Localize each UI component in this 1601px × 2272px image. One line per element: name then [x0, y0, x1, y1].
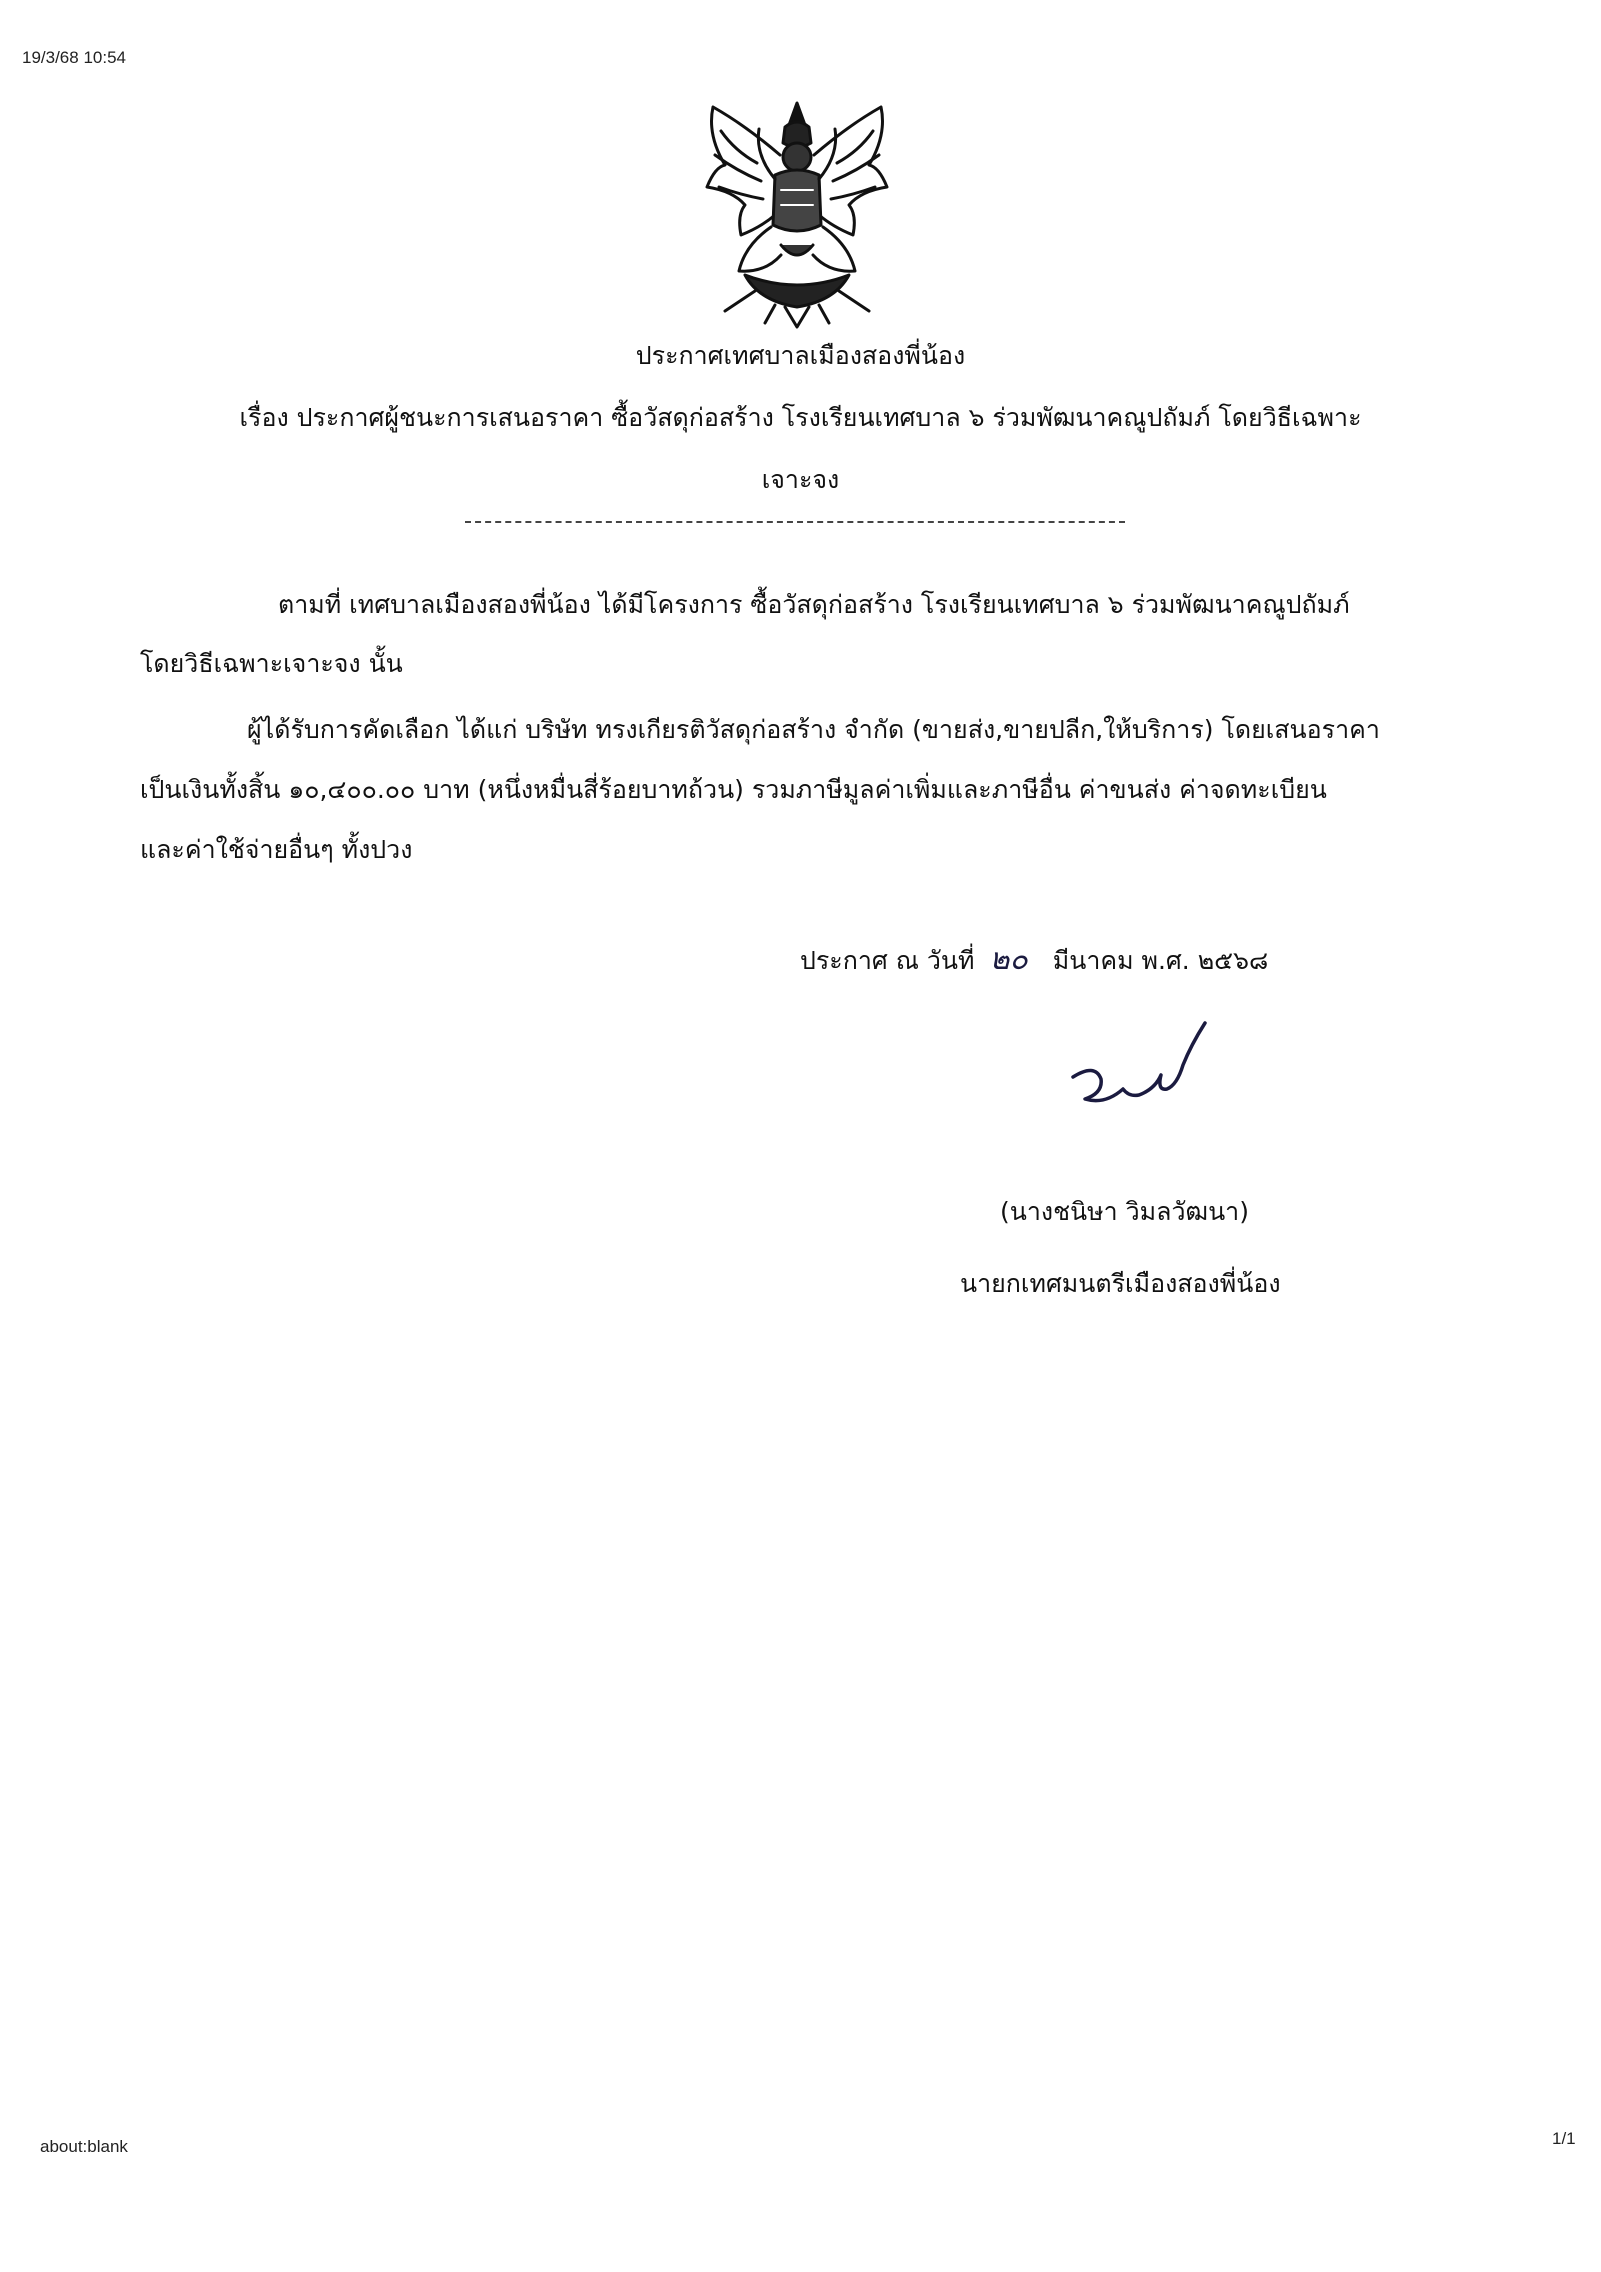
paragraph-1-line-2: โดยวิธีเฉพาะเจาะจง นั้น — [140, 649, 403, 678]
signatory-position: นายกเทศมนตรีเมืองสองพี่น้อง — [960, 1269, 1281, 1298]
dashed-divider — [465, 521, 1125, 523]
subject-line-2: เจาะจง — [761, 465, 840, 494]
print-timestamp: 19/3/68 10:54 — [22, 48, 126, 67]
handwritten-signature — [1065, 1015, 1215, 1125]
subject-line-1: เรื่อง ประกาศผู้ชนะการเสนอราคา ซื้อวัสดุก่อสร้าง โรงเรียนเทศบาล ๖ ร่วมพัฒนาคณูปถัมภ์ โดยวิธีเฉพาะ — [239, 403, 1362, 432]
issuer-title: ประกาศเทศบาลเมืองสองพี่น้อง — [635, 341, 966, 370]
paragraph-2-line-2: เป็นเงินทั้งสิ้น ๑๐,๔๐๐.๐๐ บาท (หนึ่งหมื่นสี่ร้อยบาทถ้วน) รวมภาษีมูลค่าเพิ่มและภาษีอื่น ค่าขนส่ง ค่าจดทะเบียน — [140, 775, 1327, 804]
print-footer-url: about:blank — [40, 2137, 128, 2156]
print-footer-page-count: 1/1 — [1552, 2129, 1576, 2148]
dateline — [800, 936, 1268, 983]
garuda-emblem-icon — [685, 95, 910, 330]
dateline-prefix: ประกาศ ณ วันที่ — [800, 946, 975, 975]
paragraph-1-line-1: ตามที่ เทศบาลเมืองสองพี่น้อง ได้มีโครงการ ซื้อวัสดุก่อสร้าง โรงเรียนเทศบาล ๖ ร่วมพัฒนาคณูปถัมภ์ — [278, 590, 1350, 619]
dateline-month-year: มีนาคม พ.ศ. ๒๕๖๘ — [1052, 946, 1269, 975]
paragraph-2-line-1: ผู้ได้รับการคัดเลือก ได้แก่ บริษัท ทรงเกียรติวัสดุก่อสร้าง จำกัด (ขายส่ง,ขายปลีก,ให้บริการ) โดยเสนอราคา — [247, 715, 1380, 744]
paragraph-2-line-3: และค่าใช้จ่ายอื่นๆ ทั้งปวง — [140, 835, 413, 864]
dateline-day: ๒๐ — [989, 942, 1028, 977]
signatory-name: (นางชนิษา วิมลวัฒนา) — [1000, 1197, 1249, 1226]
